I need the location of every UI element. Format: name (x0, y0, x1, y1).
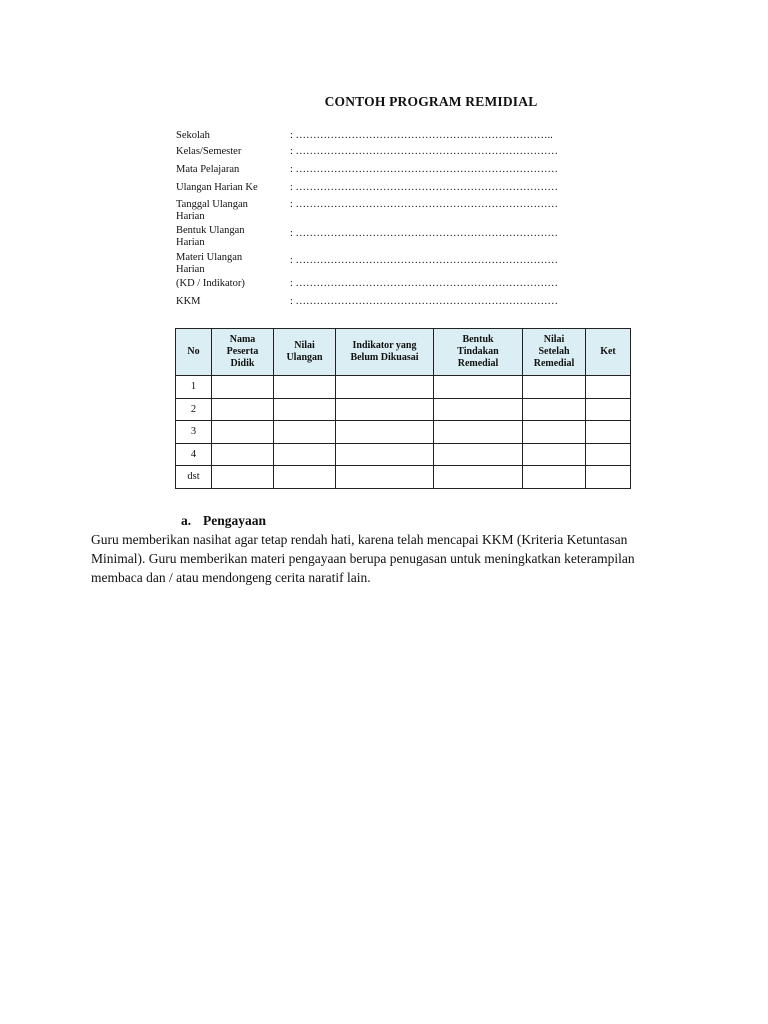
field-value: : ………………………………………………………………… (290, 199, 559, 210)
table-cell (212, 443, 274, 466)
column-header-nilai-ulangan: Nilai Ulangan (274, 329, 336, 376)
table-cell (434, 443, 523, 466)
table-cell (274, 376, 336, 399)
table-cell-no: 4 (176, 443, 212, 466)
table-cell (434, 398, 523, 421)
table-cell (586, 466, 631, 489)
table-cell (336, 421, 434, 444)
table-row (176, 421, 631, 444)
table-cell (586, 376, 631, 399)
table-cell (434, 466, 523, 489)
document-title: CONTOH PROGRAM REMIDIAL (324, 94, 538, 109)
table-cell (212, 421, 274, 444)
table-cell (434, 376, 523, 399)
field-value: : ………………………………………………………………… (290, 146, 559, 157)
table-cell (586, 421, 631, 444)
table-cell (212, 466, 274, 489)
field-label: Materi Ulangan Harian (176, 252, 243, 275)
column-header-ket: Ket (586, 329, 631, 376)
table-cell (212, 398, 274, 421)
section-marker: a. (181, 513, 192, 528)
table-cell (274, 466, 336, 489)
field-label: Bentuk Ulangan Harian (176, 225, 245, 248)
table-row (176, 466, 631, 489)
section-heading (181, 513, 266, 529)
table-cell (274, 443, 336, 466)
table-header-row (176, 329, 631, 376)
field-label: Mata Pelajaran (176, 164, 240, 175)
table-cell (212, 376, 274, 399)
table-cell (523, 376, 586, 399)
field-value: : ………………………………………………………………… (290, 182, 559, 193)
field-value: : ………………………………………………………………… (290, 164, 559, 175)
table-cell (586, 443, 631, 466)
field-value: : ………………………………………………………………… (290, 228, 559, 239)
table-cell-no: dst (176, 466, 212, 489)
remedial-table (175, 328, 631, 489)
field-label: KKM (176, 296, 201, 307)
table-cell (336, 398, 434, 421)
field-value: : ………………………………………………………………… (290, 255, 559, 266)
table-cell-no: 1 (176, 376, 212, 399)
table-cell (523, 398, 586, 421)
field-value: : ………………………………………………………………… (290, 296, 559, 307)
table-cell-no: 3 (176, 421, 212, 444)
field-label: Sekolah (176, 130, 210, 141)
table-cell (274, 421, 336, 444)
table-cell (336, 376, 434, 399)
column-header-no: No (176, 329, 212, 376)
column-header-nilai-setelah: Nilai Setelah Remedial (523, 329, 586, 376)
column-header-bentuk-tindakan: Bentuk Tindakan Remedial (434, 329, 523, 376)
field-value: : ……………………………………………………………….. (290, 130, 553, 141)
section-paragraph: Guru memberikan nasihat agar tetap rendah hati, karena telah mencapai KKM (Kriteria Ketuntasan Minimal). Guru memberikan materi pengayaan berupa penugasan untuk meningkatkan keterampilan membaca dan / atau mendongeng cerita naratif lain. (91, 532, 635, 585)
column-header-nama: Nama Peserta Didik (212, 329, 274, 376)
table-cell (586, 398, 631, 421)
table-cell (523, 443, 586, 466)
table-row (176, 398, 631, 421)
field-label: Tanggal Ulangan Harian (176, 199, 248, 222)
column-header-indikator: Indikator yang Belum Dikuasai (336, 329, 434, 376)
table-cell (336, 443, 434, 466)
table-cell (523, 466, 586, 489)
field-label: (KD / Indikator) (176, 278, 245, 289)
table-row (176, 376, 631, 399)
field-value: : ………………………………………………………………… (290, 278, 559, 289)
table-cell (523, 421, 586, 444)
table-row (176, 443, 631, 466)
field-label: Kelas/Semester (176, 146, 242, 157)
section-heading-text: Pengayaan (203, 513, 267, 528)
field-label: Ulangan Harian Ke (176, 182, 258, 193)
table-cell-no: 2 (176, 398, 212, 421)
table-cell (336, 466, 434, 489)
table-cell (274, 398, 336, 421)
table-cell (434, 421, 523, 444)
